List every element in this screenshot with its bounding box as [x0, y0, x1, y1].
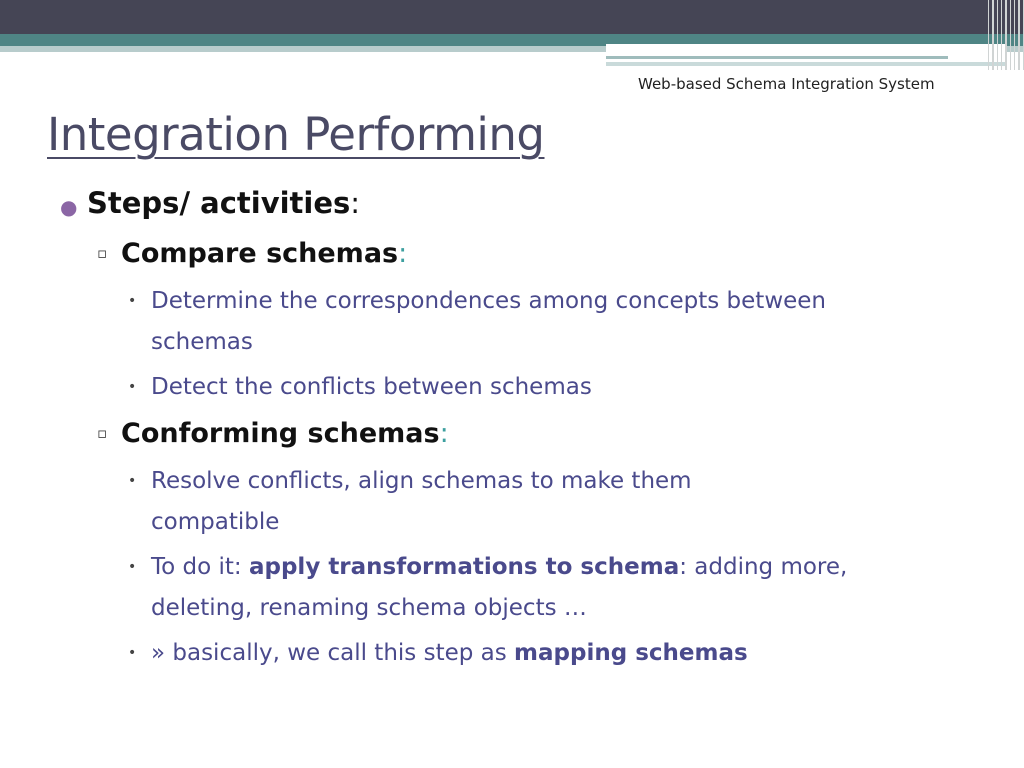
slide-title: Integration Performing — [47, 108, 545, 161]
transformations-pre: To do it: — [151, 554, 249, 580]
square-bullet-icon: ▫ — [97, 424, 108, 442]
conforming-label: Conforming schemas — [121, 418, 440, 449]
small-dot-icon: • — [128, 559, 137, 575]
transformations-bold: apply transformations to schema — [248, 554, 680, 580]
small-dot-icon: • — [128, 379, 137, 395]
steps-label: Steps/ activities — [87, 186, 351, 220]
correspondences-text: Determine the correspondences among concepts between schemas — [151, 288, 827, 355]
square-bullet-icon: ▫ — [97, 244, 108, 262]
mapping-pre: » basically, we call this step as — [151, 640, 515, 666]
small-dot-icon: • — [128, 473, 137, 489]
steps-colon: : — [350, 186, 361, 220]
conforming-colon: : — [439, 418, 449, 449]
bullet-dot-icon: ● — [60, 195, 78, 219]
compare-label: Compare schemas — [121, 238, 399, 269]
transformations-post: : adding more, deleting, renaming schema objects … — [151, 554, 848, 621]
resolve-conflicts-text: Resolve conflicts, align schemas to make them compatible — [151, 468, 692, 535]
small-dot-icon: • — [128, 293, 137, 309]
detect-conflicts-text: Detect the conflicts between schemas — [151, 374, 592, 400]
slide-subtitle: Web-based Schema Integration System — [638, 75, 935, 93]
compare-colon: : — [398, 238, 408, 269]
mapping-bold: mapping schemas — [514, 640, 748, 666]
small-dot-icon: • — [128, 645, 137, 661]
